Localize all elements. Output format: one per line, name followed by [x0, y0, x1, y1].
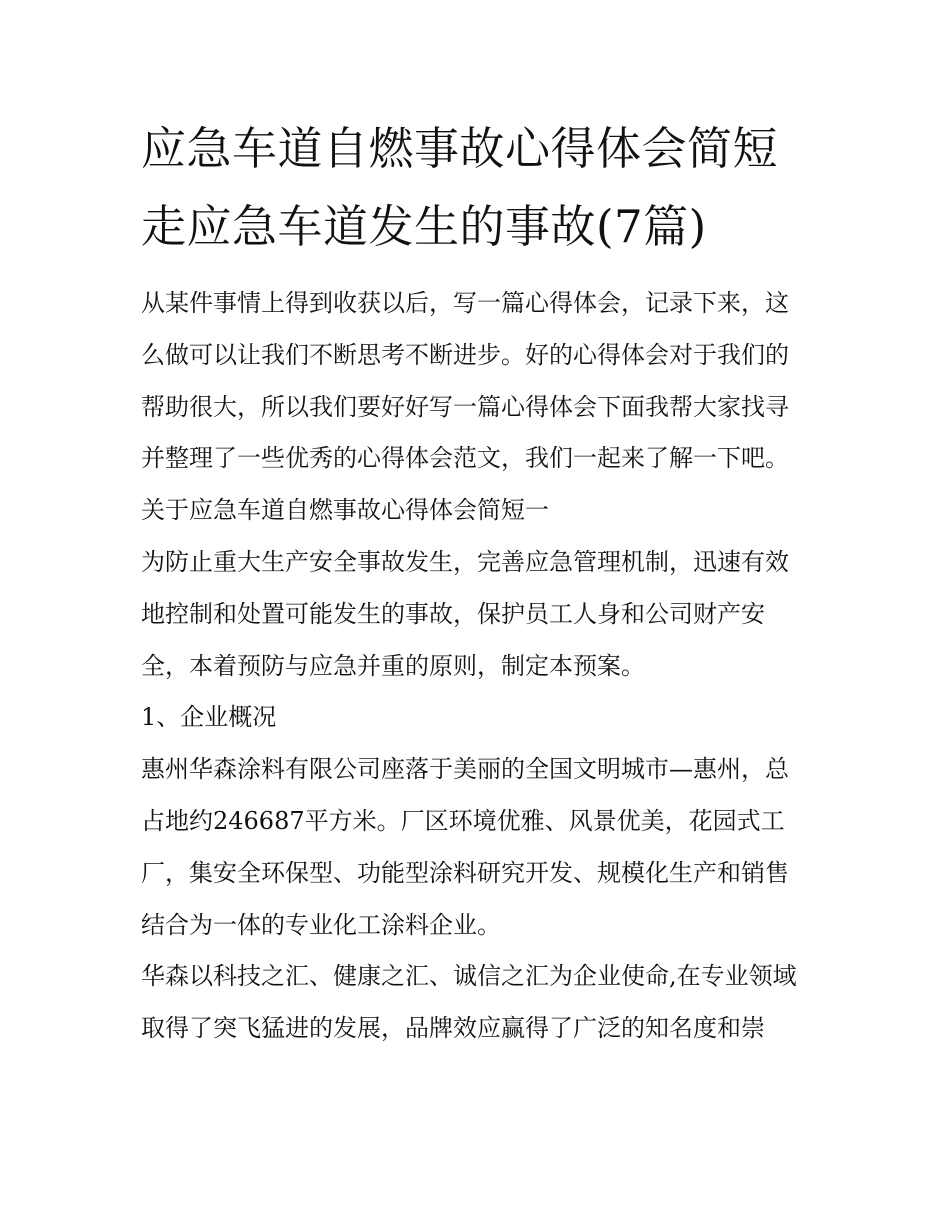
section-heading: 关于应急车道自燃事故心得体会简短一: [141, 496, 549, 525]
purpose-paragraph: 为防止重大生产安全事故发生，完善应急管理机制，迅速有效地控制和处置可能发生的事故，保护员工人身和公司财产安全，本着预防与应急并重的原则，制定本预案。: [141, 547, 789, 680]
company-overview-paragraph: 惠州华森涂料有限公司座落于美丽的全国文明城市—惠州，总占地约246687平方米。厂区环境优雅、风景优美，花园式工厂，集安全环保型、功能型涂料研究开发、规模化生产和销售结合为一体的专业化工涂料企业。: [141, 755, 789, 939]
document-title: 应急车道自燃事故心得体会简短 走应急车道发生的事故(7篇): [141, 122, 779, 253]
document-page: [141, 110, 811, 1055]
company-mission-paragraph: 华森以科技之汇、健康之汇、诚信之汇为企业使命,在专业领域取得了突飞猛进的发展，品牌效应赢得了广泛的知名度和崇: [141, 962, 797, 1043]
document-body: [141, 278, 811, 1055]
intro-paragraph: 从某件事情上得到收获以后，写一篇心得体会，记录下来，这么做可以让我们不断思考不断进步。好的心得体会对于我们的帮助很大，所以我们要好好写一篇心得体会下面我帮大家找寻并整理了一些优秀的心得体会范文，我们一起来了解一下吧。: [141, 289, 789, 473]
subsection-heading: 1、企业概况: [141, 703, 277, 732]
